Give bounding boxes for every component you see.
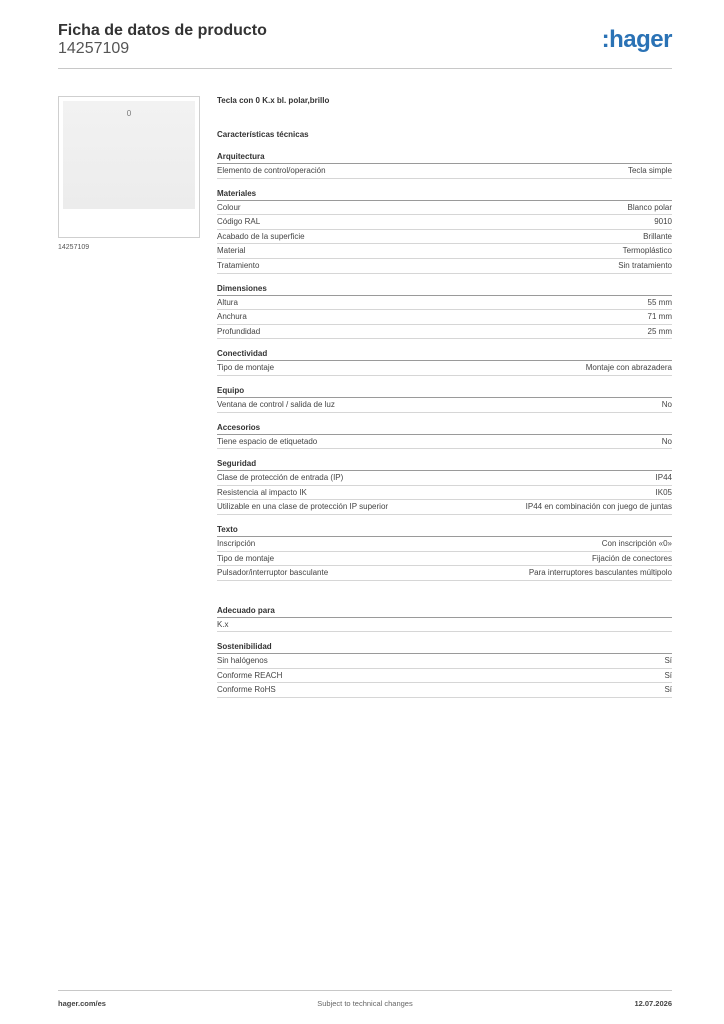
section-title: Materiales [217,188,672,201]
spec-key: Ventana de control / salida de luz [217,399,335,409]
spec-section [217,283,672,340]
tech-characteristics-title: Características técnicas [217,130,309,139]
product-code: 14257109 [58,40,130,57]
spec-value: 25 mm [647,326,672,336]
spec-key: Altura [217,297,238,307]
spec-value: Sin tratamiento [618,260,672,270]
spec-row [217,164,672,179]
spec-row [217,398,672,413]
spec-value: Montaje con abrazadera [585,363,672,373]
spec-row [217,435,672,450]
spec-key: Código RAL [217,217,261,227]
section-title: Seguridad [217,458,672,471]
spec-value: 9010 [654,217,672,227]
spec-value: IP44 [655,473,672,483]
footer-website: hager.com/es [58,999,106,1008]
spec-value: Sí [664,685,672,695]
footer-divider [58,990,672,991]
product-image-frame [58,96,200,238]
spec-key: Clase de protección de entrada (IP) [217,473,344,483]
spec-row [217,230,672,245]
spec-row [217,566,672,581]
spec-key: Conforme REACH [217,670,283,680]
spec-row [217,537,672,552]
section-title: Equipo [217,385,672,398]
spec-key: Profundidad [217,326,261,336]
spec-row [217,310,672,325]
spec-section [217,641,672,698]
spec-key: Tratamiento [217,260,260,270]
spec-key: Pulsador/interruptor basculante [217,568,329,578]
spec-row [217,325,672,340]
spec-value: No [661,436,672,446]
spec-value: Para interruptores basculantes múltipolo [528,568,672,578]
spec-value: 71 mm [647,312,672,322]
footer-notice: Subject to technical changes [317,999,413,1008]
spec-key: Inscripción [217,538,256,548]
spec-key: Resistencia al impacto IK [217,487,307,497]
spec-key: Acabado de la superficie [217,231,305,241]
section-title: Conectividad [217,348,672,361]
spec-section [217,188,672,274]
switch-inscription-mark: 0 [126,109,132,118]
spec-value: Blanco polar [627,202,672,212]
spec-row [217,471,672,486]
spec-section [217,458,672,515]
spec-row [217,486,672,501]
spec-value: Tecla simple [627,166,672,175]
spec-key: Sin halógenos [217,656,268,666]
spec-row [217,500,672,515]
spec-key: Tiene espacio de etiquetado [217,436,318,446]
spec-key: Utilizable en una clase de protección IP superior [217,502,389,512]
spec-section [217,151,672,179]
spec-value: Termoplástico [622,246,672,256]
spec-value: 55 mm [647,297,672,307]
section-title: Adecuado para [217,605,672,618]
spec-value: No [661,399,672,409]
spec-section [217,385,672,413]
section-title: Texto [217,524,672,537]
spec-value: Fijación de conectores [591,553,672,563]
product-image [63,101,195,209]
spec-value: Sí [664,670,672,680]
spec-value: Con inscripción «0» [601,538,672,548]
page-title: Ficha de datos de producto [58,22,267,39]
spec-value: Brillante [643,231,672,241]
spec-content [217,96,672,698]
spec-row [217,361,672,376]
spec-sections [217,151,672,698]
spec-key: Colour [217,202,241,212]
spec-section [217,422,672,450]
section-title: Dimensiones [217,283,672,296]
section-title: Accesorios [217,422,672,435]
spec-key: Elemento de control/operación [217,166,326,175]
spec-value: Sí [664,656,672,666]
header-divider [58,68,672,69]
spec-key: Anchura [217,312,247,322]
product-image-caption: 14257109 [58,244,90,251]
page-header [58,22,672,58]
spec-key: Tipo de montaje [217,553,275,563]
spec-row [217,201,672,216]
spec-section [217,605,672,633]
spec-row [217,244,672,259]
spec-key: Material [217,246,246,256]
spec-row [217,296,672,311]
spec-key: Conforme RoHS [217,685,276,695]
spec-section [217,348,672,376]
spec-value: IK05 [655,487,672,497]
spec-row [217,259,672,274]
spec-key: K.x [217,619,229,629]
spec-row [217,654,672,669]
spec-row [217,618,672,633]
spec-row [217,552,672,567]
spec-value: IP44 en combinación con juego de juntas [525,502,672,512]
section-title: Arquitectura [217,151,672,164]
footer-date: 12.07.2026 [634,999,672,1008]
section-title: Sostenibilidad [217,641,672,654]
spec-row [217,669,672,684]
spec-row [217,215,672,230]
spec-key: Tipo de montaje [217,363,275,373]
spec-row [217,683,672,698]
spec-section [217,524,672,581]
hager-logo: :hager [601,26,672,53]
product-name: Tecla con 0 K.x bl. polar,brillo [217,96,330,105]
